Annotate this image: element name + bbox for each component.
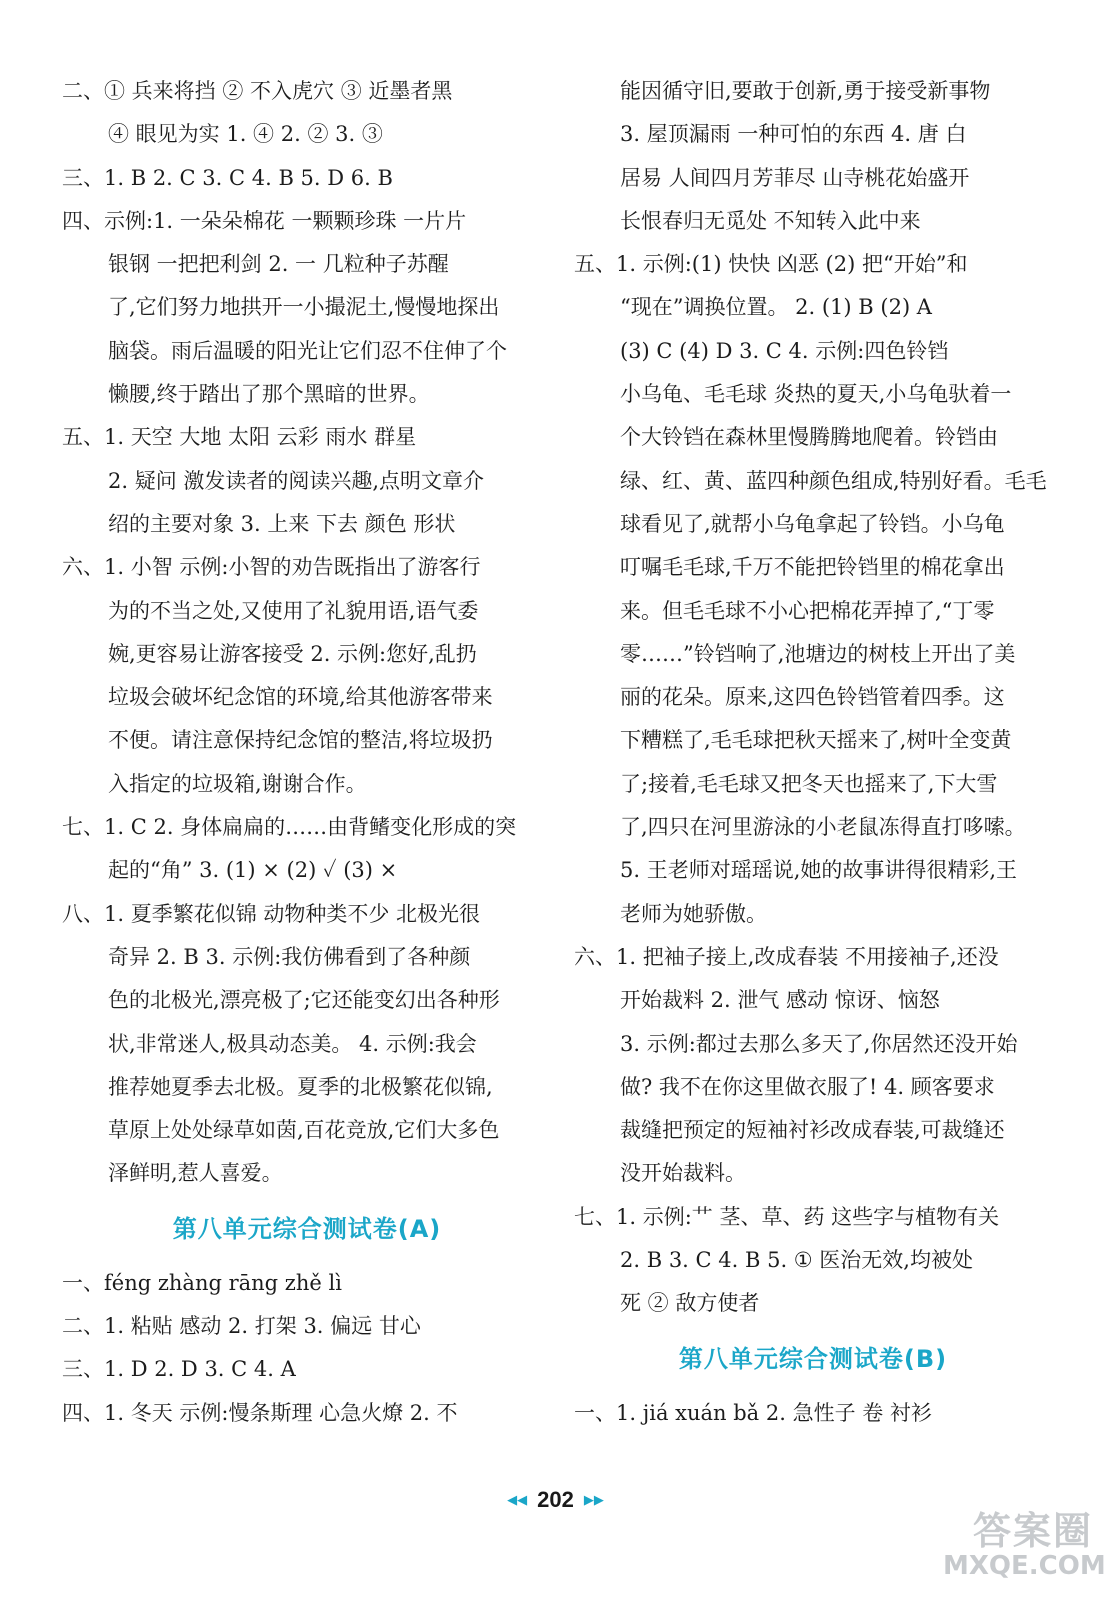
answer-line: 草原上处处绿草如茵,百花竞放,它们大多色 [108,1118,500,1143]
answer-line: 了;接着,毛毛球又把冬天也摇来了,下大雪 [620,771,998,796]
answer-line: 状,非常迷人,极具动态美。 4. 示例:我会 [108,1031,477,1056]
answer-line: 开始裁料 2. 泄气 感动 惊讶、恼怒 [620,988,940,1013]
answer-line: 球看见了,就帮小乌龟拿起了铃铛。小乌龟 [620,511,1005,536]
answer-line: 绍的主要对象 3. 上来 下去 颜色 形状 [108,511,456,536]
answer-line: 懒腰,终于踏出了那个黑暗的世界。 [108,382,430,407]
answer-line: 三、1. B 2. C 3. C 4. B 5. D 6. B [62,165,393,190]
answer-line: 奇异 2. B 3. 示例:我仿佛看到了各种颜 [108,944,471,969]
answer-line: 色的北极光,漂亮极了;它还能变幻出各种形 [108,988,500,1013]
answer-line: 婉,更容易让游客接受 2. 示例:您好,乱扔 [108,641,477,666]
answer-line: 一、1. jiá xuán bǎ 2. 急性子 卷 衬衫 [574,1400,932,1425]
answer-line: 泽鲜明,惹人喜爱。 [108,1161,283,1186]
answer-line: 一、féng zhàng rāng zhě lì [62,1270,342,1295]
answer-line: 七、1. C 2. 身体扁扁的……由背鳍变化形成的突 [62,815,517,840]
answer-line: 叮嘱毛毛球,千万不能把铃铛里的棉花拿出 [620,555,1005,580]
answer-line: 来。但毛毛球不小心把棉花弄掉了,“丁零 [620,598,995,623]
left-column [62,70,552,1435]
answer-lines-right-after [574,1392,1052,1435]
answer-line: 5. 王老师对瑶瑶说,她的故事讲得很精彩,王 [620,858,1018,883]
answer-line: 四、1. 冬天 示例:慢条斯理 心急火燎 2. 不 [62,1400,458,1425]
answer-lines-right [574,70,1052,1326]
answer-line: 小乌龟、毛毛球 炎热的夏天,小乌龟驮着一 [620,382,1012,407]
answer-line: 六、1. 把袖子接上,改成春装 不用接袖子,还没 [574,944,999,969]
answer-lines-left-after [62,1262,552,1435]
answer-line: 三、1. D 2. D 3. C 4. A [62,1357,296,1382]
prev-arrows-icon: ◀◀ [507,1492,528,1507]
answer-line: 银钢 一把把利剑 2. 一 几粒种子苏醒 [108,252,449,277]
answer-line: 3. 示例:都过去那么多天了,你居然还没开始 [620,1031,1018,1056]
section-title-8b: 第八单元综合测试卷(B) [678,1344,948,1373]
answer-line: 不便。请注意保持纪念馆的整洁,将垃圾扔 [108,728,493,753]
answer-line: 起的“角” 3. (1) × (2) ✓ (3) × [108,858,398,883]
section-title-8a: 第八单元综合测试卷(A) [172,1214,442,1243]
watermark-logo: 答案圈 [972,1509,1093,1553]
answer-line: 了,它们努力地拱开一小撮泥土,慢慢地探出 [108,295,500,320]
answer-line: 五、1. 示例:(1) 快快 凶恶 (2) 把“开始”和 [574,252,968,277]
watermark-domain: MXQE.COM [943,1551,1106,1581]
answer-line: 做? 我不在你这里做衣服了! 4. 顾客要求 [620,1074,995,1099]
answer-line: 推荐她夏季去北极。夏季的北极繁花似锦, [108,1074,493,1099]
answer-line: 死 ② 敌方使者 [620,1291,760,1316]
answer-lines-left [62,70,552,1196]
answer-line: 零……”铃铛响了,池塘边的树枝上开出了美 [620,641,1016,666]
answer-line: 没开始裁料。 [620,1161,746,1186]
answer-line: 二、① 兵来将挡 ② 不入虎穴 ③ 近墨者黑 [62,79,453,103]
answer-line: 能因循守旧,要敢于创新,勇于接受新事物 [620,79,991,103]
right-column [574,70,1052,1435]
answer-line: 四、示例:1. 一朵朵棉花 一颗颗珍珠 一片片 [62,208,467,233]
answer-line: 八、1. 夏季繁花似锦 动物种类不少 北极光很 [62,901,481,926]
watermark [943,1500,1106,1592]
answer-line: 六、1. 小智 示例:小智的劝告既指出了游客行 [62,555,481,580]
answer-line: 2. B 3. C 4. B 5. ① 医治无效,均被处 [620,1248,973,1273]
answer-line: 脑袋。雨后温暖的阳光让它们忍不住伸了个 [108,338,507,363]
answer-line: 个大铃铛在森林里慢腾腾地爬着。铃铛由 [620,425,998,450]
answer-line: 五、1. 天空 大地 太阳 云彩 雨水 群星 [62,425,417,450]
answer-line: (3) C (4) D 3. C 4. 示例:四色铃铛 [620,338,949,363]
answer-line: 长恨春归无觅处 不知转入此中来 [620,208,921,233]
answer-line: 垃圾会破坏纪念馆的环境,给其他游客带来 [108,685,493,710]
answer-line: 七、1. 示例:艹 茎、草、药 这些字与植物有关 [574,1204,1000,1229]
answer-line: 了,四只在河里游泳的小老鼠冻得直打哆嗦。 [620,815,1026,840]
answer-line: 裁缝把预定的短袖衬衫改成春装,可裁缝还 [620,1118,1005,1143]
page-number: 202 [537,1487,574,1512]
answer-line: 3. 屋顶漏雨 一种可怕的东西 4. 唐 白 [620,122,967,147]
answer-line: 入指定的垃圾箱,谢谢合作。 [108,771,367,796]
answer-line: 居易 人间四月芳菲尽 山寺桃花始盛开 [620,165,970,190]
answer-line: 丽的花朵。原来,这四色铃铛管着四季。这 [620,685,1005,710]
answer-line: 下糟糕了,毛毛球把秋天摇来了,树叶全变黄 [620,728,1012,753]
answer-line: “现在”调换位置。 2. (1) B (2) A [620,295,932,320]
answer-line: 老师为她骄傲。 [620,901,767,926]
answer-line: 为的不当之处,又使用了礼貌用语,语气委 [108,598,479,623]
next-arrows-icon: ▶▶ [583,1492,604,1507]
answer-line: ④ 眼见为实 1. ④ 2. ② 3. ③ [108,122,383,147]
answer-line: 绿、红、黄、蓝四种颜色组成,特别好看。毛毛 [620,468,1047,493]
answer-line: 2. 疑问 激发读者的阅读兴趣,点明文章介 [108,468,485,493]
answer-line: 二、1. 粘贴 感动 2. 打架 3. 偏远 甘心 [62,1314,421,1339]
